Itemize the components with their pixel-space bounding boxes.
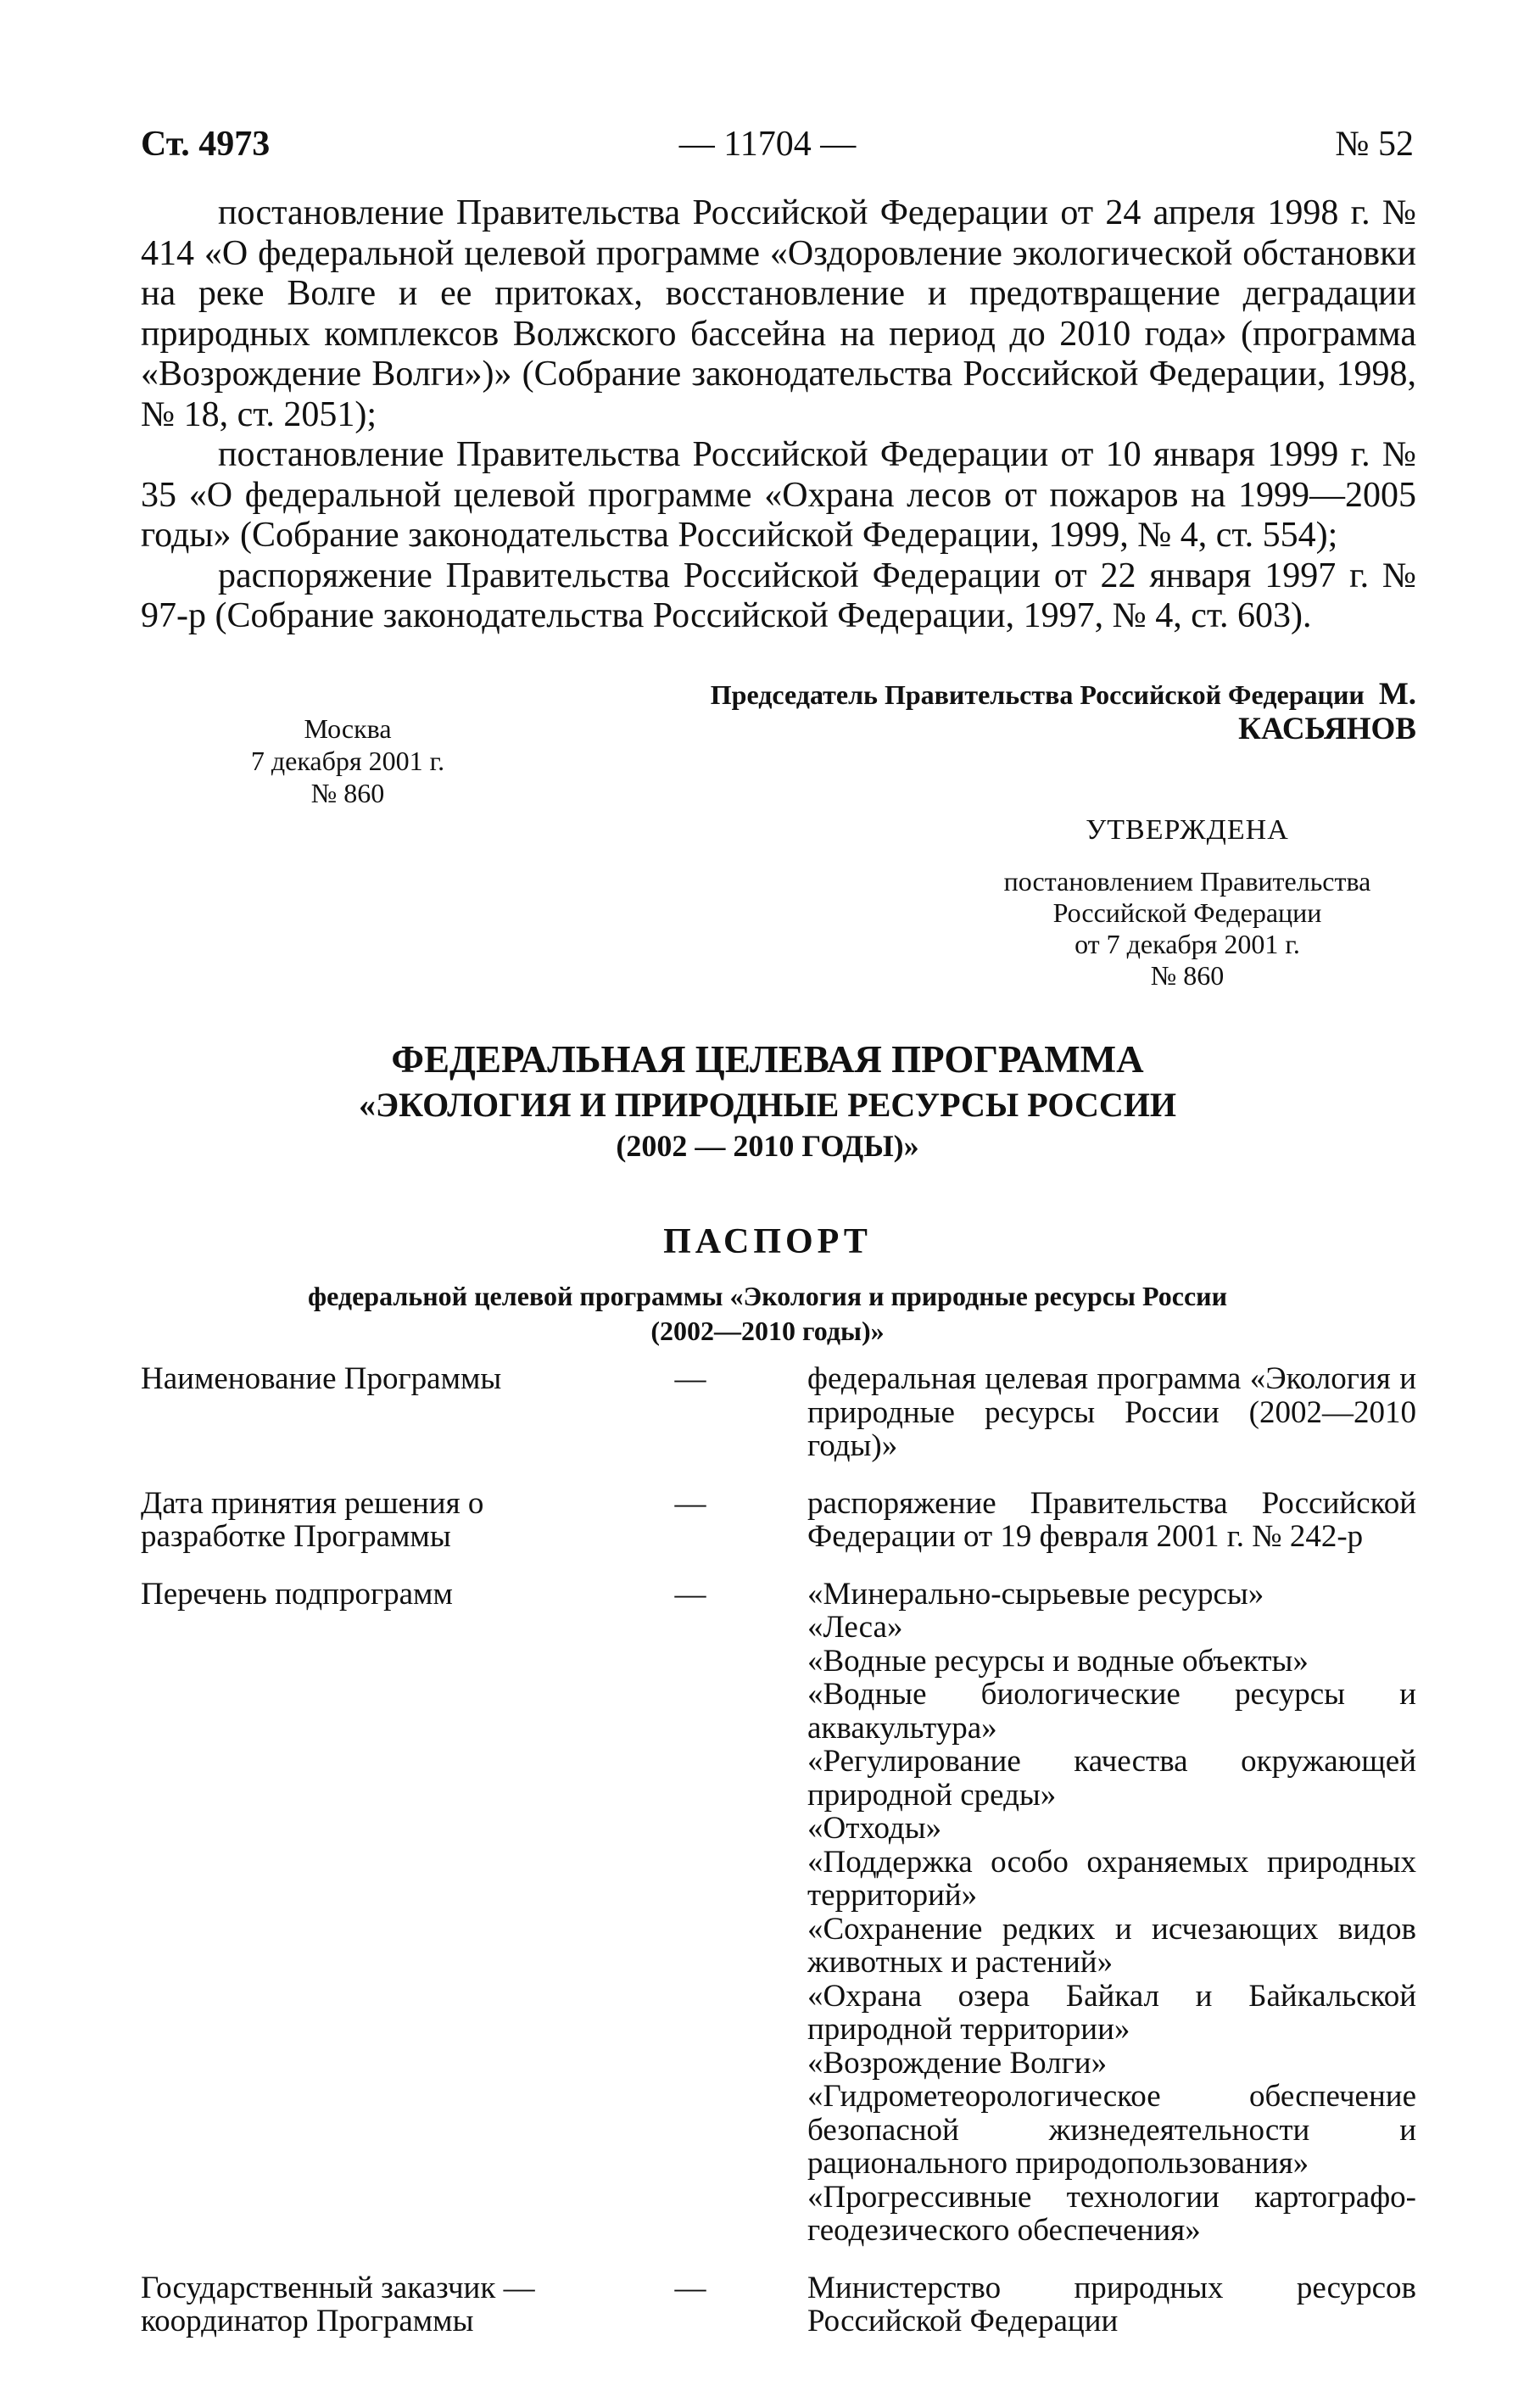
subprogram-item: «Возрождение Волги» — [807, 2045, 1108, 2081]
subprogram-item: «Водные ресурсы и водные объекты» — [807, 1643, 1309, 1679]
paragraph: распоряжение Правительства Российской Федерации от 22 января 1997 г. № 97-р (Собрание законодательства Российской Федерации, 1997, № 4, ст. 603). — [141, 556, 1416, 635]
program-title-line: ФЕДЕРАЛЬНАЯ ЦЕЛЕВАЯ ПРОГРАММА — [391, 1038, 1144, 1081]
paragraph: постановление Правительства Российской Федерации от 10 января 1999 г. № 35 «О федеральной целевой программе «Охрана лесов от пожаров на 1999—2005 годы» (Собрание законодательства Российской Федерации, 1999, № 4, ст. 554); — [141, 435, 1416, 555]
place-date-block — [220, 712, 475, 809]
program-title-line: (2002 — 2010 ГОДЫ)» — [616, 1129, 919, 1163]
subprogram-list — [807, 1578, 1416, 2248]
subprogram-item: «Регулирование качества окружающей природной среды» — [807, 1744, 1416, 1813]
subprogram-item: «Минерально-сырьевые ресурсы» — [807, 1576, 1264, 1612]
program-title — [0, 1035, 1535, 1165]
issue-number: № 52 — [1335, 125, 1414, 164]
row-value: федеральная целевая программа «Экология и природные ресурсы России (2002—2010 годы)» — [807, 1361, 1416, 1463]
row-label: Перечень подпрограмм — [141, 1576, 453, 1612]
row-label: Наименование Программы — [141, 1361, 502, 1396]
passport-subtitle-line: федеральной целевой программы «Экология и природные ресурсы России — [307, 1281, 1228, 1311]
approval-title: УТВЕРЖДЕНА — [1086, 814, 1289, 846]
date: 7 декабря 2001 г. — [250, 746, 445, 776]
passport-row — [141, 1578, 1416, 2248]
passport-subtitle — [0, 1279, 1535, 1349]
passport-row — [141, 2271, 1416, 2338]
signatory-name: М. КАСЬЯНОВ — [1238, 677, 1416, 746]
subprogram-item: «Поддержка особо охраняемых природных территорий» — [807, 1844, 1416, 1913]
passport-subtitle-line: (2002—2010 годы)» — [650, 1316, 885, 1346]
program-title-line: «ЭКОЛОГИЯ И ПРИРОДНЫЕ РЕСУРСЫ РОССИИ — [358, 1086, 1177, 1124]
passport-row — [141, 1487, 1416, 1554]
subprogram-item: «Гидрометеорологическое обеспечение безопасной жизнедеятельности и рационального природопользования» — [807, 2079, 1416, 2181]
passport-table — [141, 1362, 1416, 2362]
subprogram-item: «Леса» — [807, 1610, 903, 1645]
approval-line: № 860 — [1150, 960, 1225, 991]
subprogram-item: «Прогрессивные технологии картографо-геодезического обеспечения» — [807, 2179, 1416, 2248]
article-number: Ст. 4973 — [141, 125, 271, 164]
row-label: Дата принятия решения о разработке Программы — [141, 1485, 484, 1554]
passport-title: ПАСПОРТ — [663, 1222, 872, 1261]
row-value: распоряжение Правительства Российской Федерации от 19 февраля 2001 г. № 242-р — [807, 1485, 1416, 1554]
approval-line: от 7 декабря 2001 г. — [1074, 929, 1300, 959]
signature-block — [526, 677, 1416, 746]
row-dash: — — [674, 1361, 706, 1396]
subprogram-item: «Водные биологические ресурсы и аквакультура» — [807, 1677, 1416, 1746]
page-number: — 11704 — — [678, 125, 857, 164]
decree-number: № 860 — [310, 778, 385, 808]
city: Москва — [304, 713, 392, 744]
subprogram-item: «Сохранение редких и исчезающих видов животных и растений» — [807, 1911, 1416, 1980]
passport-row — [141, 1362, 1416, 1463]
row-dash: — — [674, 2270, 706, 2305]
approval-line: Российской Федерации — [1052, 897, 1322, 928]
row-dash: — — [674, 1576, 706, 1612]
body-text — [141, 193, 1416, 637]
approval-stamp — [975, 814, 1399, 992]
subprogram-item: «Отходы» — [807, 1811, 942, 1846]
row-value: Министерство природных ресурсов Российской Федерации — [807, 2270, 1416, 2338]
approval-line: постановлением Правительства — [1003, 866, 1371, 897]
row-dash: — — [674, 1485, 706, 1521]
signatory-role: Председатель Правительства Российской Федерации — [710, 679, 1365, 710]
paragraph: постановление Правительства Российской Федерации от 24 апреля 1998 г. № 414 «О федеральной целевой программе «Оздоровление экологической обстановки на реке Волге и ее притоках, восстановление и предотвращение деградации природных комплексов Волжского бассейна на период до 2010 года» (программа «Возрождение Волги»)» (Собрание законодательства Российской Федерации, 1998, № 18, ст. 2051); — [141, 193, 1416, 434]
row-label: Государственный заказчик — координатор Программы — [141, 2270, 535, 2338]
subprogram-item: «Охрана озера Байкал и Байкальской природной территории» — [807, 1978, 1416, 2047]
